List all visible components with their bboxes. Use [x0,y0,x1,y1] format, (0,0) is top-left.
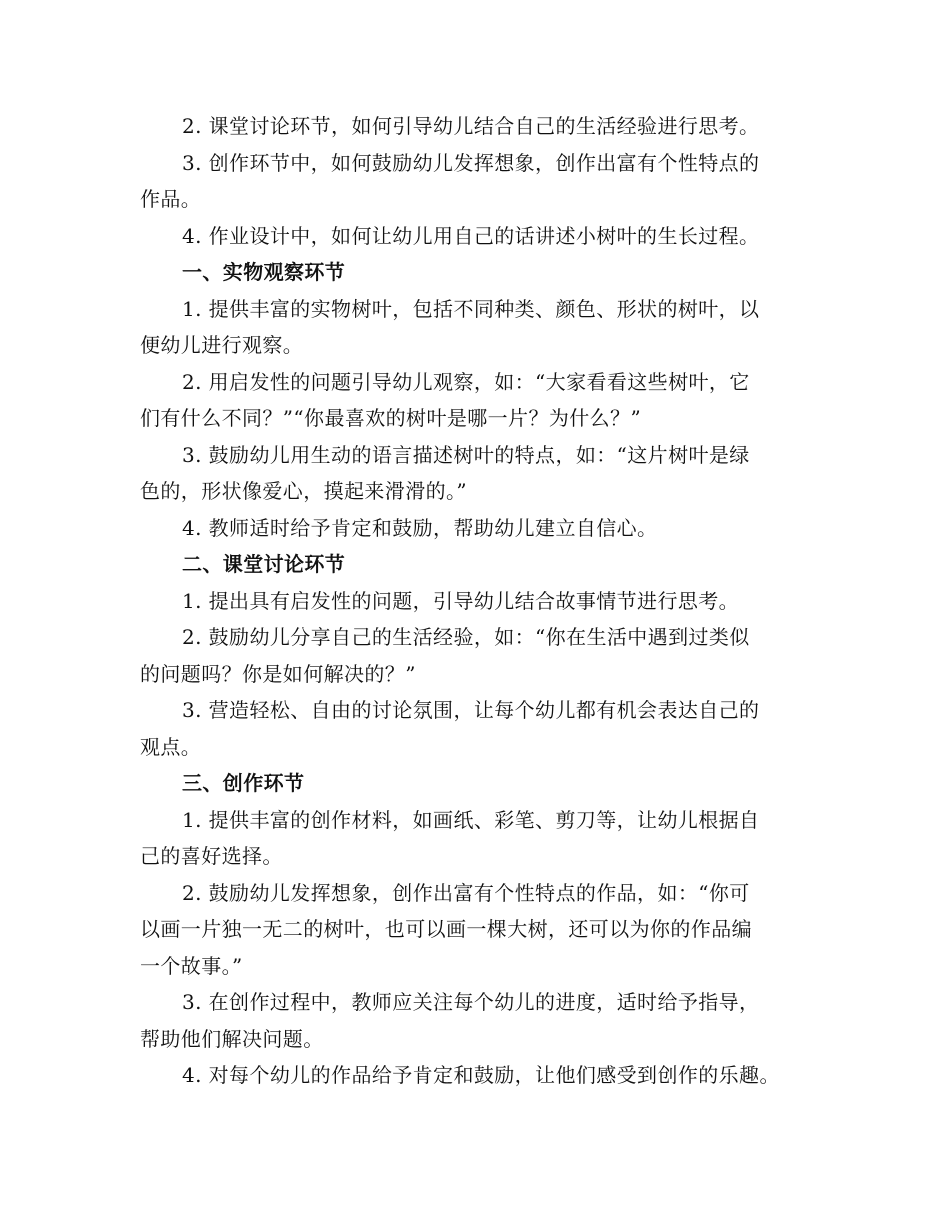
section-heading: 二、课堂讨论环节 [182,552,346,576]
text-line: 以画一片独一无二的树叶，也可以画一棵大树，还可以为你的作品编 [140,917,752,941]
text-line: 1. 提出具有启发性的问题，引导幼儿结合故事情节进行思考。 [182,588,740,613]
document-body [140,108,820,1094]
text-line: 色的，形状像爱心，摸起来滑滑的。” [140,479,468,503]
text-line: 1. 提供丰富的实物树叶，包括不同种类、颜色、形状的树叶，以 [182,296,760,321]
text-line: 便幼儿进行观察。 [140,333,304,357]
text-line: 帮助他们解决问题。 [140,1026,324,1051]
text-line: 一个故事。” [140,953,243,978]
text-line: 3. 营造轻松、自由的讨论氛围，让每个幼儿都有机会表达自己的 [182,698,760,722]
text-line: 己的喜好选择。 [140,844,283,868]
text-line: 们有什么不同？”“你最喜欢的树叶是哪一片？为什么？” [140,406,642,430]
section-heading: 一、实物观察环节 [182,260,346,284]
text-line: 2. 课堂讨论环节，如何引导幼儿结合自己的生活经验进行思考。 [182,114,760,138]
text-line: 3. 鼓励幼儿用生动的语言描述树叶的特点，如：“这片树叶是绿 [182,442,750,467]
text-line: 4. 对每个幼儿的作品给予肯定和鼓励，让他们感受到创作的乐趣。 [182,1063,780,1087]
text-line: 1. 提供丰富的创作材料，如画纸、彩笔、剪刀等，让幼儿根据自 [182,807,760,832]
text-line: 观点。 [140,734,202,759]
text-line: 作品。 [140,187,202,211]
text-line: 2. 用启发性的问题引导幼儿观察，如：“大家看看这些树叶，它 [182,369,750,394]
section-heading: 三、创作环节 [182,771,305,795]
text-line: 2. 鼓励幼儿发挥想象，创作出富有个性特点的作品，如：“你可 [182,880,750,905]
text-line: 3. 创作环节中，如何鼓励幼儿发挥想象，创作出富有个性特点的 [182,150,760,175]
text-line: 2. 鼓励幼儿分享自己的生活经验，如：“你在生活中遇到过类似 [182,625,750,649]
text-line: 4. 教师适时给予肯定和鼓励，帮助幼儿建立自信心。 [182,515,658,540]
text-line: 3. 在创作过程中，教师应关注每个幼儿的进度，适时给予指导， [182,990,760,1014]
text-line: 4. 作业设计中，如何让幼儿用自己的话讲述小树叶的生长过程。 [182,223,760,248]
text-line: 的问题吗？你是如何解决的？” [140,661,416,686]
